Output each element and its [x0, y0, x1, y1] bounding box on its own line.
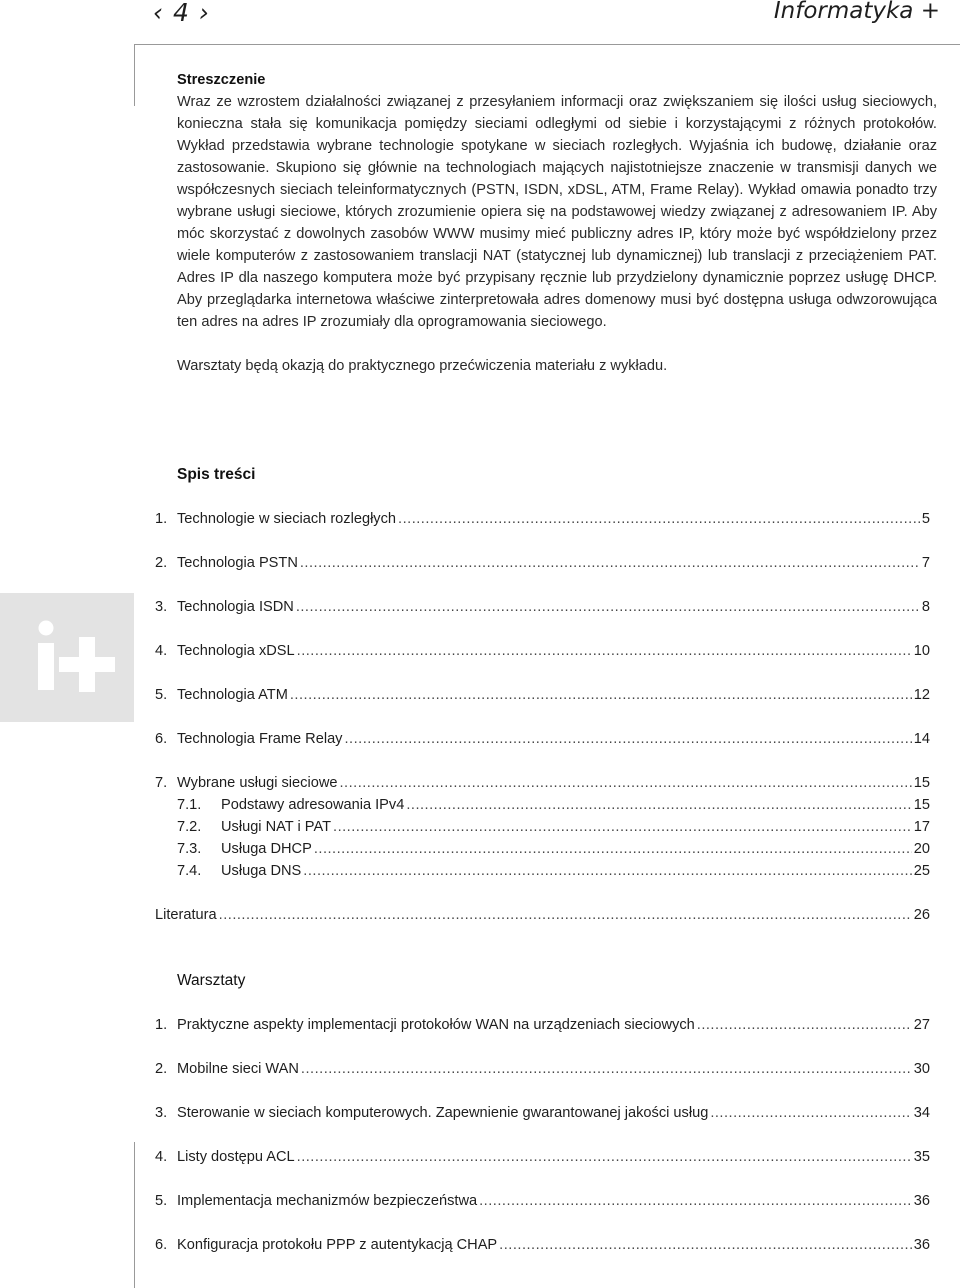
workshop-item-number: 4. [155, 1149, 168, 1165]
top-rule [134, 44, 960, 45]
toc-item[interactable] [155, 731, 930, 751]
toc-subitem-number: 7.4. [177, 863, 202, 879]
toc-subitem-page: 20 [913, 841, 930, 857]
toc-leader [296, 599, 920, 615]
toc-item-page: 8 [921, 599, 930, 615]
workshop-item-title: Konfiguracja protokołu PPP z autentykacją CHAP [177, 1237, 498, 1253]
toc-item-title: Technologia PSTN [177, 555, 298, 571]
workshop-note: Warsztaty będą okazją do praktycznego przećwiczenia materiału z wykładu. [177, 358, 668, 374]
toc-item-page: 7 [921, 555, 930, 571]
toc-leader [219, 907, 912, 923]
toc-item[interactable] [155, 555, 930, 575]
toc-literature-page: 26 [913, 907, 930, 923]
toc-leader [333, 819, 912, 835]
workshop-item-title: Mobilne sieci WAN [177, 1061, 299, 1077]
toc-item-number: 3. [155, 599, 168, 615]
toc-item-title: Technologie w sieciach rozległych [177, 511, 397, 527]
toc-item-title: Technologia Frame Relay [177, 731, 343, 747]
left-rule-top [134, 44, 135, 106]
toc-leader [697, 1017, 912, 1033]
i-plus-logo-icon [0, 593, 134, 722]
toc-item-page: 12 [913, 687, 930, 703]
toc-item-number: 1. [155, 511, 168, 527]
workshop-item-title: Sterowanie w sieciach komputerowych. Zapewnienie gwarantowanej jakości usług [177, 1105, 709, 1121]
toc-item[interactable] [155, 775, 930, 795]
summary-heading: Streszczenie [177, 72, 266, 88]
toc-literature-title: Literatura [155, 907, 217, 923]
toc-subitem[interactable] [177, 797, 930, 817]
toc-subitem[interactable] [177, 819, 930, 839]
workshop-item-number: 3. [155, 1105, 168, 1121]
toc-subitem-page: 15 [913, 797, 930, 813]
toc-subitem-page: 25 [913, 863, 930, 879]
workshop-item[interactable] [155, 1193, 930, 1213]
toc-item-page: 14 [913, 731, 930, 747]
toc-item-title: Technologia xDSL [177, 643, 295, 659]
publication-title: Informatyka + [773, 0, 940, 24]
toc-leader [297, 643, 912, 659]
toc-leader [398, 511, 920, 527]
toc-literature[interactable] [155, 907, 930, 927]
toc-leader [314, 841, 912, 857]
page-number: ‹ 4 › [153, 0, 210, 27]
toc-leader [406, 797, 911, 813]
toc-item-page: 15 [913, 775, 930, 791]
toc-item[interactable] [155, 599, 930, 619]
workshop-item[interactable] [155, 1149, 930, 1169]
toc-leader [710, 1105, 911, 1121]
summary-section [177, 69, 937, 377]
toc-subitem-title: Usługa DNS [221, 863, 302, 879]
workshop-item-title: Praktyczne aspekty implementacji protokołów WAN na urządzeniach sieciowych [177, 1017, 695, 1033]
workshop-item-page: 35 [913, 1149, 930, 1165]
workshop-item-number: 1. [155, 1017, 168, 1033]
toc-item-title: Wybrane usługi sieciowe [177, 775, 338, 791]
toc-subitem-number: 7.2. [177, 819, 202, 835]
toc-subitem-title: Usługa DHCP [221, 841, 312, 857]
workshop-item[interactable] [155, 1105, 930, 1125]
toc-item-number: 4. [155, 643, 168, 659]
toc-heading: Spis treści [177, 466, 256, 483]
toc-subitem[interactable] [177, 863, 930, 883]
toc-item-number: 2. [155, 555, 168, 571]
toc-subitem-number: 7.3. [177, 841, 202, 857]
toc-item-number: 5. [155, 687, 168, 703]
toc-leader [297, 1149, 912, 1165]
toc-leader [344, 731, 911, 747]
summary-body: Wraz ze wzrostem działalności związanej z przesyłaniem informacji oraz zwiększaniem się ilości usług sieciowych, konieczna stała się komunikacja pomiędzy sieciami odległymi od siebie i korzystającymi z różnych protokołów. Wykład przedstawia wybrane technologie spotykane w sieciach rozległych. Wyjaśnia ich budowę, działanie oraz zastosowanie. Skupiono się głównie na technologiach mających najistotniejsze znaczenie w transmisji danych we współczesnych sieciach teleinformatycznych (PSTN, ISDN, xDSL, ATM, Frame Relay). Wykład omawia ponadto trzy wybrane usługi sieciowe, których zrozumienie opiera się na podstawowej wiedzy związanej z adresowaniem IP. Aby móc skorzystać z dowolnych zasobów WWW musimy mieć publiczny adres IP, który może być współdzielony przez wiele komputerów z zastosowaniem translacji NAT (statycznej lub dynamicznej) lub translacji z przeciążeniem PAT. Adres IP dla naszego komputera może być przypisany ręcznie lub przydzielony dynamicznie poprzez usługę DHCP. Aby przeglądarka internetowa właściwe zinterpretowała adres domenowy musi być dostępna usługa odwzorowująca ten adres na adres IP zrozumiały dla oprogramowania sieciowego. [177, 94, 937, 330]
toc-leader [499, 1237, 912, 1253]
workshop-item-page: 36 [913, 1193, 930, 1209]
workshops-heading: Warsztaty [177, 972, 246, 989]
i-plus-logo [0, 593, 134, 722]
toc-item-title: Technologia ISDN [177, 599, 294, 615]
workshop-item[interactable] [155, 1237, 930, 1257]
workshop-item[interactable] [155, 1017, 930, 1037]
toc-leader [479, 1193, 912, 1209]
toc-item[interactable] [155, 687, 930, 707]
workshop-item-page: 30 [913, 1061, 930, 1077]
toc-item-number: 6. [155, 731, 168, 747]
workshop-item-number: 6. [155, 1237, 168, 1253]
workshop-item-title: Implementacja mechanizmów bezpieczeństwa [177, 1193, 478, 1209]
toc-subitem-title: Podstawy adresowania IPv4 [221, 797, 405, 813]
workshop-item-page: 36 [913, 1237, 930, 1253]
toc-item-title: Technologia ATM [177, 687, 288, 703]
toc-subitem-page: 17 [913, 819, 930, 835]
toc-subitem-number: 7.1. [177, 797, 202, 813]
toc-item-number: 7. [155, 775, 168, 791]
toc-item[interactable] [155, 643, 930, 663]
workshop-item-title: Listy dostępu ACL [177, 1149, 295, 1165]
workshop-item[interactable] [155, 1061, 930, 1081]
toc-leader [303, 863, 911, 879]
workshop-item-page: 27 [913, 1017, 930, 1033]
workshop-item-page: 34 [913, 1105, 930, 1121]
workshop-item-number: 2. [155, 1061, 168, 1077]
toc-item-page: 10 [913, 643, 930, 659]
workshop-item-number: 5. [155, 1193, 168, 1209]
toc-subitem-title: Usługi NAT i PAT [221, 819, 332, 835]
left-rule-bottom [134, 1142, 135, 1288]
toc-item[interactable] [155, 511, 930, 531]
toc-leader [301, 1061, 912, 1077]
toc-leader [290, 687, 912, 703]
toc-subitem[interactable] [177, 841, 930, 861]
toc-item-page: 5 [921, 511, 930, 527]
toc-leader [300, 555, 920, 571]
toc-leader [339, 775, 911, 791]
